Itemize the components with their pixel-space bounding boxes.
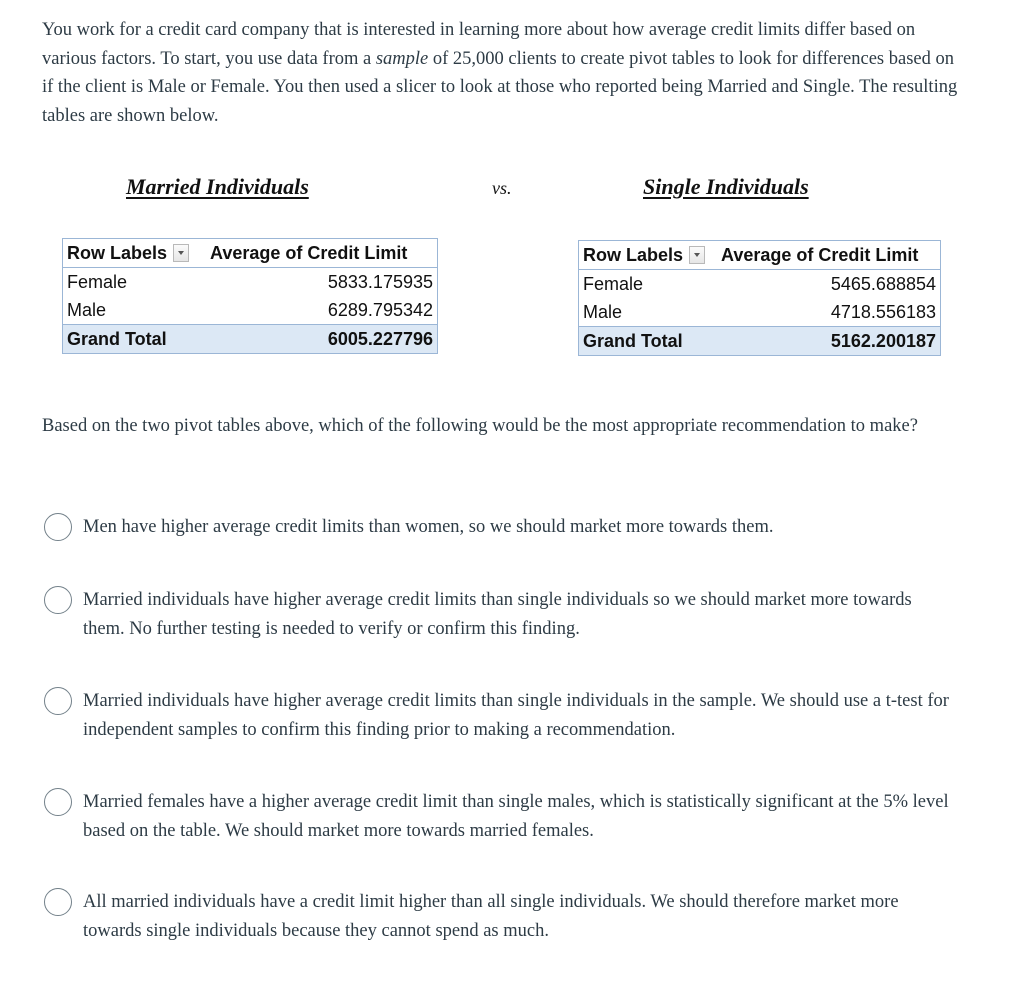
table-row [579, 298, 941, 327]
table-row [63, 296, 438, 325]
radio-button[interactable] [44, 586, 72, 614]
radio-button[interactable] [44, 888, 72, 916]
grand-total-value: 6005.227796 [206, 325, 438, 354]
grand-total-value: 5162.200187 [717, 327, 941, 356]
intro-text-1: You work for a credit card company that is interested in learning more about how average credit limits differ based on various factors. To start, you use data from a [42, 20, 916, 69]
filter-dropdown-icon[interactable] [689, 246, 705, 264]
answer-option-5[interactable] [44, 888, 964, 945]
answer-option-text[interactable]: Married individuals have higher average credit limits than single individuals so we should market more towards them. No further testing is needed to verify or confirm this finding. [83, 590, 912, 639]
row-value: 6289.795342 [327, 299, 433, 320]
answer-option-text[interactable]: All married individuals have a credit limit higher than all single individuals. We should therefore market more towards single individuals because they cannot spend as much. [83, 892, 899, 941]
row-labels-header[interactable]: Row Labels [579, 241, 718, 270]
row-label: Female [67, 271, 128, 292]
grand-total-label: Grand Total [63, 325, 207, 354]
vs-label: vs. [492, 178, 512, 198]
single-heading: Single Individuals [643, 174, 809, 199]
intro-text-2: of 25,000 clients to create pivot tables to look for differences based on if the client is Male or Female. You then used a slicer to look at those who reported being Married and Single. The resulting tables are shown below. [42, 48, 958, 126]
average-header: Average of Credit Limit [206, 239, 438, 268]
row-label: Male [67, 299, 107, 320]
row-value: 5465.688854 [830, 273, 936, 294]
answer-option-text[interactable]: Married females have a higher average credit limit than single males, which is statistically significant at the 5% level based on the table. We should market more towards married females. [83, 792, 949, 841]
single-pivot-table [578, 240, 941, 356]
answer-option-1[interactable] [44, 513, 964, 542]
table-header-row [63, 239, 438, 268]
question-prompt: Based on the two pivot tables above, which of the following would be the most appropriate recommendation to make? [42, 416, 918, 436]
grand-total-label: Grand Total [579, 327, 718, 356]
married-heading: Married Individuals [126, 174, 309, 199]
answer-option-4[interactable] [44, 788, 964, 845]
table-header-row [579, 241, 941, 270]
table-row [63, 268, 438, 297]
radio-button[interactable] [44, 513, 72, 541]
answer-option-2[interactable] [44, 586, 964, 643]
answer-option-text[interactable]: Married individuals have higher average credit limits than single individuals in the sample. We should use a t-test for independent samples to confirm this finding prior to making a recommendation. [83, 691, 949, 740]
answer-option-text[interactable]: Men have higher average credit limits than women, so we should market more towards them. [83, 517, 774, 537]
intro-emphasis: sample [375, 48, 429, 69]
average-header: Average of Credit Limit [717, 241, 941, 270]
row-value: 5833.175935 [327, 271, 433, 292]
row-value: 4718.556183 [830, 301, 936, 322]
row-labels-header[interactable]: Row Labels [63, 239, 207, 268]
question-intro [42, 16, 962, 130]
grand-total-row [579, 327, 941, 356]
married-pivot-table [62, 238, 438, 354]
row-label: Male [583, 301, 623, 322]
radio-button[interactable] [44, 788, 72, 816]
row-label: Female [583, 273, 644, 294]
grand-total-row [63, 325, 438, 354]
table-row [579, 270, 941, 299]
radio-button[interactable] [44, 687, 72, 715]
filter-dropdown-icon[interactable] [173, 244, 189, 262]
answer-option-3[interactable] [44, 687, 964, 744]
